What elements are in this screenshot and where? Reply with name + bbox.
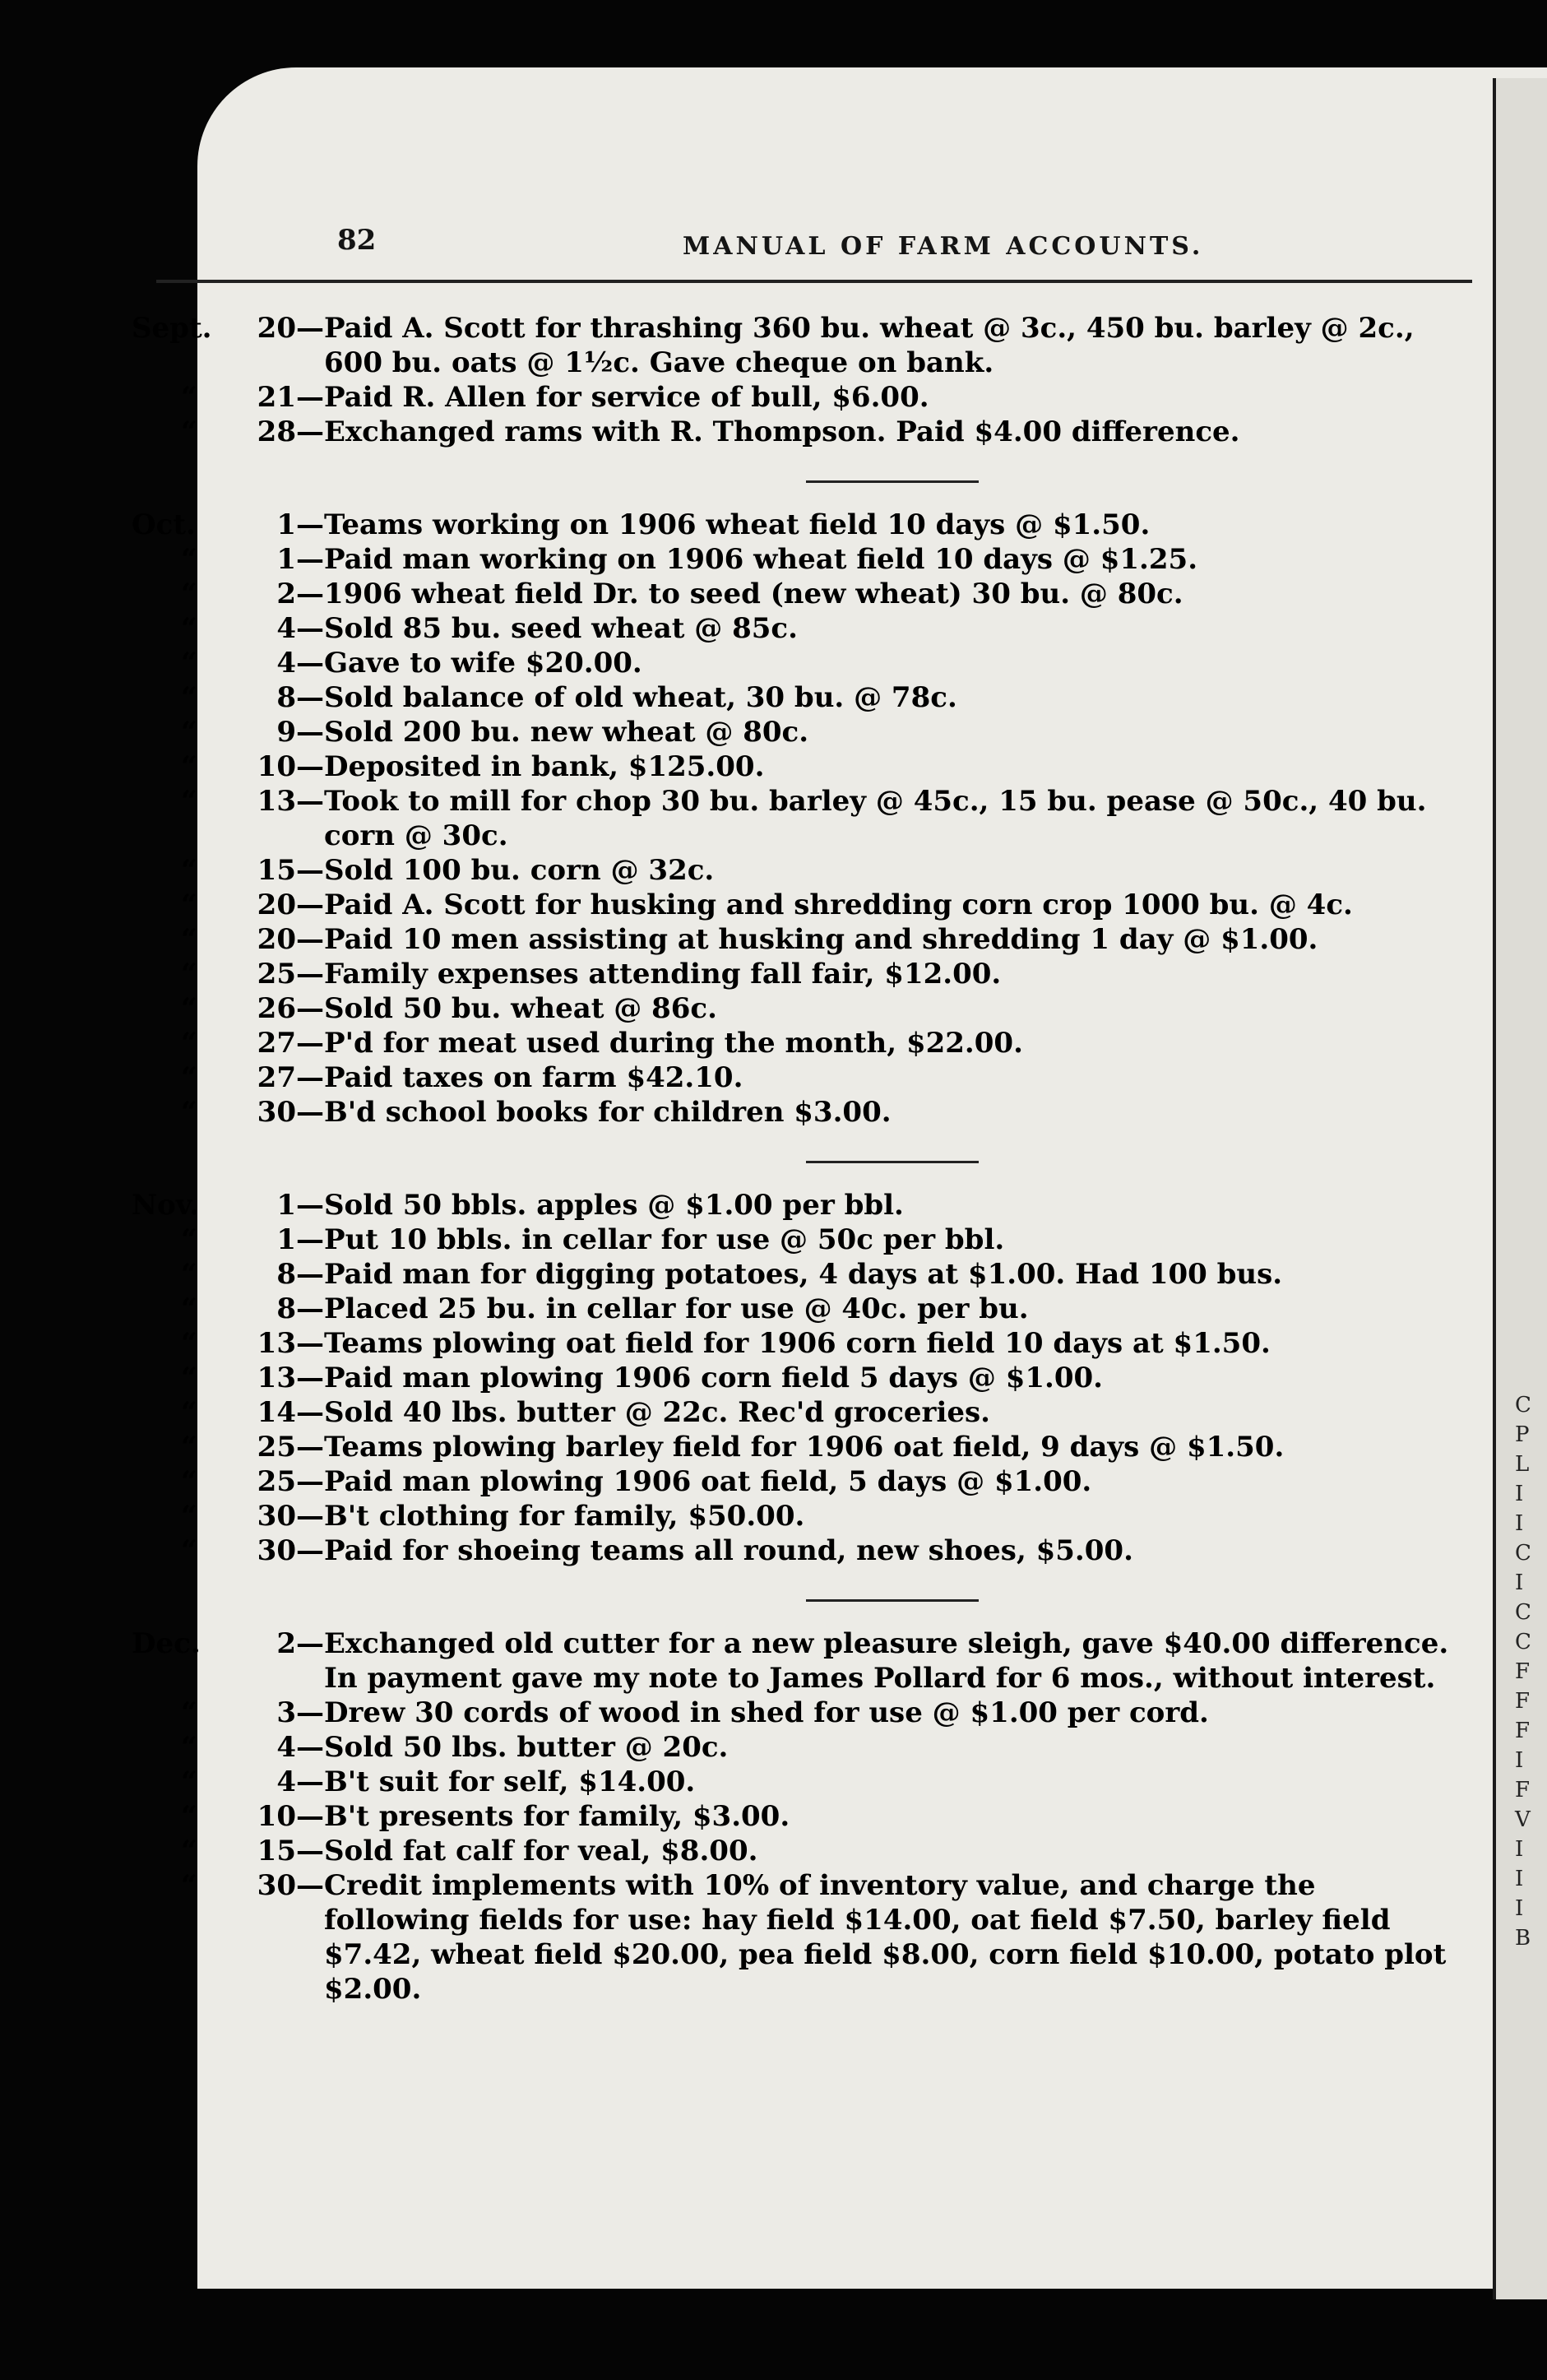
- margin-letter: I: [1515, 1570, 1524, 1595]
- ledger-entry: [132, 1834, 1464, 1868]
- entry-day: 13: [257, 1362, 296, 1394]
- entry-day: 26: [257, 992, 296, 1025]
- entry-month: Oct.: [132, 508, 196, 541]
- entry-month: “: [181, 854, 197, 887]
- entry-dash: —: [296, 1096, 324, 1129]
- ledger-entry: [132, 1765, 1464, 1799]
- entry-month: “: [181, 716, 197, 749]
- entry-text: Sold fat calf for veal, $8.00.: [324, 1835, 758, 1867]
- entry-month: “: [181, 1096, 197, 1129]
- ledger-content: [132, 311, 1464, 2007]
- entry-month: Dec.: [132, 1627, 201, 1660]
- entry-dash: —: [296, 1327, 324, 1360]
- entry-text: Paid 10 men assisting at husking and shredding 1 day @ $1.00.: [324, 923, 1318, 956]
- entry-month: “: [181, 1292, 197, 1325]
- month-section: [132, 311, 1464, 449]
- section-divider: [806, 480, 979, 483]
- margin-letter: I: [1515, 1482, 1524, 1506]
- facing-page-edge: [1493, 78, 1547, 2299]
- entry-month: “: [181, 785, 197, 818]
- entry-text: Paid man for digging potatoes, 4 days at $1.00. Had 100 bus.: [324, 1258, 1283, 1291]
- ledger-entry: [132, 1222, 1464, 1257]
- entry-text: Sold 100 bu. corn @ 32c.: [324, 854, 715, 887]
- entry-text: Took to mill for chop 30 bu. barley @ 45c., 15 bu. pease @ 50c., 40 bu. corn @ 30c.: [324, 785, 1427, 852]
- month-section: [132, 1188, 1464, 1568]
- margin-letter: I: [1515, 1837, 1524, 1862]
- entry-month: “: [181, 543, 197, 576]
- entry-text: B't suit for self, $14.00.: [324, 1765, 696, 1798]
- entry-month: “: [181, 1500, 197, 1533]
- ledger-entry: [132, 715, 1464, 749]
- entry-dash: —: [296, 1500, 324, 1533]
- entry-dash: —: [296, 578, 324, 610]
- ledger-entry: [132, 542, 1464, 577]
- entry-text: Paid for shoeing teams all round, new shoes, $5.00.: [324, 1534, 1133, 1567]
- entry-dash: —: [296, 1696, 324, 1729]
- entry-text: Gave to wife $20.00.: [324, 647, 642, 680]
- ledger-entry: [132, 957, 1464, 991]
- ledger-entry: [132, 1464, 1464, 1499]
- ledger-entry: [132, 415, 1464, 449]
- ledger-entry: [132, 1499, 1464, 1533]
- entry-dash: —: [296, 543, 324, 576]
- margin-letter: F: [1515, 1689, 1531, 1714]
- entry-dash: —: [296, 1431, 324, 1464]
- entry-day: 21: [257, 381, 296, 414]
- entry-text: Credit implements with 10% of inventory value, and charge the following fields for use: hay field $14.00, oat field $7.50, barley field $7.42, wheat field $20.00, pea field $8.00, corn field $10.00, potato plot $2.00.: [324, 1869, 1447, 2006]
- ledger-entry: [132, 749, 1464, 784]
- entry-text: Sold 50 bbls. apples @ $1.00 per bbl.: [324, 1189, 904, 1222]
- entry-text: Family expenses attending fall fair, $12.00.: [324, 958, 1002, 991]
- ledger-entry: [132, 1060, 1464, 1095]
- entry-dash: —: [296, 647, 324, 680]
- entry-day: 13: [257, 785, 296, 818]
- entry-month: “: [181, 1696, 197, 1729]
- entry-dash: —: [296, 1027, 324, 1060]
- entry-day: 30: [257, 1096, 296, 1129]
- entry-text: Placed 25 bu. in cellar for use @ 40c. per bu.: [324, 1292, 1029, 1325]
- ledger-entry: [132, 1799, 1464, 1834]
- entry-text: Teams plowing barley field for 1906 oat field, 9 days @ $1.50.: [324, 1431, 1285, 1464]
- entry-day: 2: [276, 578, 296, 610]
- ledger-entry: [132, 1696, 1464, 1730]
- entry-month: “: [181, 958, 197, 991]
- entry-text: Paid man working on 1906 wheat field 10 days @ $1.25.: [324, 543, 1198, 576]
- ledger-entry: [132, 680, 1464, 715]
- ledger-entry: [132, 646, 1464, 680]
- entry-dash: —: [296, 1800, 324, 1833]
- entry-day: 8: [276, 1258, 296, 1291]
- entry-dash: —: [296, 1465, 324, 1498]
- entry-text: Paid A. Scott for husking and shredding corn crop 1000 bu. @ 4c.: [324, 888, 1353, 921]
- entry-day: 28: [257, 415, 296, 448]
- ledger-entry: [132, 1533, 1464, 1568]
- entry-dash: —: [296, 888, 324, 921]
- entry-text: Exchanged old cutter for a new pleasure sleigh, gave $40.00 difference. In payment gave my note to James Pollard for 6 mos., without interest.: [324, 1627, 1449, 1695]
- margin-letter: F: [1515, 1659, 1531, 1684]
- entry-month: “: [181, 1534, 197, 1567]
- entry-dash: —: [296, 508, 324, 541]
- entry-dash: —: [296, 1362, 324, 1394]
- facing-page-margin-letters: [1515, 1390, 1543, 1953]
- section-divider: [806, 1161, 979, 1163]
- entry-text: P'd for meat used during the month, $22.00.: [324, 1027, 1023, 1060]
- entry-day: 27: [257, 1061, 296, 1094]
- entry-month: “: [181, 1869, 197, 1902]
- entry-dash: —: [296, 923, 324, 956]
- ledger-entry: [132, 1430, 1464, 1464]
- entry-day: 15: [257, 854, 296, 887]
- margin-letter: C: [1515, 1541, 1531, 1566]
- entry-dash: —: [296, 1869, 324, 1902]
- entry-day: 25: [257, 958, 296, 991]
- entry-month: “: [181, 750, 197, 783]
- month-section: [132, 1626, 1464, 2007]
- entry-day: 20: [257, 888, 296, 921]
- margin-letter: V: [1515, 1807, 1531, 1832]
- margin-letter: I: [1515, 1867, 1524, 1891]
- entry-day: 15: [257, 1835, 296, 1867]
- entry-day: 4: [276, 612, 296, 645]
- ledger-entry: [132, 888, 1464, 922]
- entry-month: “: [181, 1223, 197, 1256]
- entry-month: “: [181, 1061, 197, 1094]
- entry-month: “: [181, 612, 197, 645]
- entry-text: Teams working on 1906 wheat field 10 days @ $1.50.: [324, 508, 1151, 541]
- entry-day: 30: [257, 1500, 296, 1533]
- margin-letter: F: [1515, 1778, 1531, 1802]
- entry-text: Paid R. Allen for service of bull, $6.00.: [324, 381, 929, 414]
- entry-text: Drew 30 cords of wood in shed for use @ $1.00 per cord.: [324, 1696, 1209, 1729]
- entry-dash: —: [296, 1223, 324, 1256]
- margin-letter: F: [1515, 1719, 1531, 1743]
- entry-text: Put 10 bbls. in cellar for use @ 50c per bbl.: [324, 1223, 1005, 1256]
- margin-letter: C: [1515, 1630, 1531, 1654]
- entry-dash: —: [296, 1835, 324, 1867]
- entry-dash: —: [296, 1627, 324, 1660]
- entry-month: “: [181, 1396, 197, 1429]
- entry-text: B'd school books for children $3.00.: [324, 1096, 892, 1129]
- month-section: [132, 508, 1464, 1130]
- ledger-entry: [132, 1626, 1464, 1696]
- entry-dash: —: [296, 1396, 324, 1429]
- margin-letter: C: [1515, 1600, 1531, 1625]
- entry-day: 14: [257, 1396, 296, 1429]
- ledger-entry: [132, 311, 1464, 380]
- margin-letter: I: [1515, 1896, 1524, 1921]
- entry-month: Nov.: [132, 1189, 199, 1222]
- page-number: 82: [337, 224, 377, 257]
- entry-text: Sold 40 lbs. butter @ 22c. Rec'd groceries.: [324, 1396, 990, 1429]
- ledger-entry: [132, 1188, 1464, 1222]
- entry-month: “: [181, 888, 197, 921]
- entry-month: “: [181, 1258, 197, 1291]
- entry-dash: —: [296, 1061, 324, 1094]
- header-rule: [156, 280, 1472, 283]
- entry-dash: —: [296, 1534, 324, 1567]
- entry-text: Exchanged rams with R. Thompson. Paid $4.00 difference.: [324, 415, 1240, 448]
- entry-text: B't presents for family, $3.00.: [324, 1800, 790, 1833]
- entry-month: Sept.: [132, 312, 212, 345]
- entry-text: Paid taxes on farm $42.10.: [324, 1061, 743, 1094]
- entry-day: 13: [257, 1327, 296, 1360]
- entry-text: Sold balance of old wheat, 30 bu. @ 78c.: [324, 681, 957, 714]
- ledger-entry: [132, 1026, 1464, 1060]
- entry-day: 8: [276, 1292, 296, 1325]
- margin-letter: L: [1515, 1452, 1530, 1477]
- margin-letter: I: [1515, 1511, 1524, 1536]
- margin-letter: I: [1515, 1748, 1524, 1773]
- margin-letter: C: [1515, 1393, 1531, 1417]
- entry-text: Paid man plowing 1906 oat field, 5 days @ $1.00.: [324, 1465, 1092, 1498]
- entry-day: 2: [276, 1627, 296, 1660]
- entry-month: “: [181, 647, 197, 680]
- entry-day: 3: [276, 1696, 296, 1729]
- ledger-entry: [132, 1730, 1464, 1765]
- entry-dash: —: [296, 1292, 324, 1325]
- ledger-entry: [132, 1257, 1464, 1292]
- entry-text: Teams plowing oat field for 1906 corn field 10 days at $1.50.: [324, 1327, 1271, 1360]
- section-divider: [806, 1599, 979, 1602]
- page-header: [337, 224, 1522, 281]
- entry-text: Paid A. Scott for thrashing 360 bu. wheat @ 3c., 450 bu. barley @ 2c., 600 bu. oats @ 1½c. Gave cheque on bank.: [324, 312, 1415, 379]
- entry-dash: —: [296, 992, 324, 1025]
- entry-month: “: [181, 1431, 197, 1464]
- ledger-entry: [132, 508, 1464, 542]
- entry-dash: —: [296, 381, 324, 414]
- ledger-entry: [132, 922, 1464, 957]
- entry-text: Sold 85 bu. seed wheat @ 85c.: [324, 612, 798, 645]
- entry-month: “: [181, 381, 197, 414]
- entry-dash: —: [296, 958, 324, 991]
- entry-day: 9: [276, 716, 296, 749]
- entry-dash: —: [296, 415, 324, 448]
- entry-day: 25: [257, 1431, 296, 1464]
- ledger-entry: [132, 853, 1464, 888]
- entry-day: 1: [276, 1189, 296, 1222]
- entry-day: 10: [257, 750, 296, 783]
- entry-day: 4: [276, 647, 296, 680]
- ledger-entry: [132, 784, 1464, 853]
- ledger-entry: [132, 1395, 1464, 1430]
- entry-month: “: [181, 415, 197, 448]
- entry-day: 1: [276, 1223, 296, 1256]
- entry-dash: —: [296, 750, 324, 783]
- entry-month: “: [181, 1835, 197, 1867]
- entry-dash: —: [296, 785, 324, 818]
- entry-month: “: [181, 1800, 197, 1833]
- entry-month: “: [181, 1731, 197, 1764]
- entry-month: “: [181, 1027, 197, 1060]
- entry-day: 30: [257, 1534, 296, 1567]
- entry-day: 8: [276, 681, 296, 714]
- entry-dash: —: [296, 854, 324, 887]
- ledger-entry: [132, 380, 1464, 415]
- ledger-entry: [132, 1326, 1464, 1361]
- ledger-entry: [132, 611, 1464, 646]
- entry-day: 1: [276, 543, 296, 576]
- entry-text: Sold 50 lbs. butter @ 20c.: [324, 1731, 729, 1764]
- entry-day: 27: [257, 1027, 296, 1060]
- entry-dash: —: [296, 612, 324, 645]
- entry-month: “: [181, 578, 197, 610]
- entry-text: Sold 50 bu. wheat @ 86c.: [324, 992, 717, 1025]
- ledger-entry: [132, 1868, 1464, 2007]
- entry-day: 30: [257, 1869, 296, 1902]
- entry-month: “: [181, 1765, 197, 1798]
- running-title: MANUAL OF FARM ACCOUNTS.: [683, 232, 1204, 261]
- entry-dash: —: [296, 681, 324, 714]
- ledger-entry: [132, 577, 1464, 611]
- entry-day: 10: [257, 1800, 296, 1833]
- entry-dash: —: [296, 1258, 324, 1291]
- entry-month: “: [181, 1465, 197, 1498]
- entry-dash: —: [296, 1731, 324, 1764]
- entry-month: “: [181, 1327, 197, 1360]
- ledger-entry: [132, 1095, 1464, 1130]
- entry-day: 20: [257, 312, 296, 345]
- entry-text: Paid man plowing 1906 corn field 5 days @ $1.00.: [324, 1362, 1104, 1394]
- entry-dash: —: [296, 1765, 324, 1798]
- ledger-entry: [132, 1361, 1464, 1395]
- entry-text: 1906 wheat field Dr. to seed (new wheat) 30 bu. @ 80c.: [324, 578, 1183, 610]
- entry-dash: —: [296, 312, 324, 345]
- entry-month: “: [181, 681, 197, 714]
- entry-day: 4: [276, 1731, 296, 1764]
- entry-month: “: [181, 1362, 197, 1394]
- ledger-entry: [132, 1292, 1464, 1326]
- entry-day: 25: [257, 1465, 296, 1498]
- entry-text: Deposited in bank, $125.00.: [324, 750, 765, 783]
- margin-letter: P: [1515, 1422, 1530, 1447]
- entry-dash: —: [296, 716, 324, 749]
- entry-text: B't clothing for family, $50.00.: [324, 1500, 805, 1533]
- entry-dash: —: [296, 1189, 324, 1222]
- margin-letter: B: [1515, 1926, 1531, 1951]
- entry-day: 1: [276, 508, 296, 541]
- entry-day: 4: [276, 1765, 296, 1798]
- entry-month: “: [181, 992, 197, 1025]
- entry-month: “: [181, 923, 197, 956]
- entry-day: 20: [257, 923, 296, 956]
- entry-text: Sold 200 bu. new wheat @ 80c.: [324, 716, 809, 749]
- ledger-entry: [132, 991, 1464, 1026]
